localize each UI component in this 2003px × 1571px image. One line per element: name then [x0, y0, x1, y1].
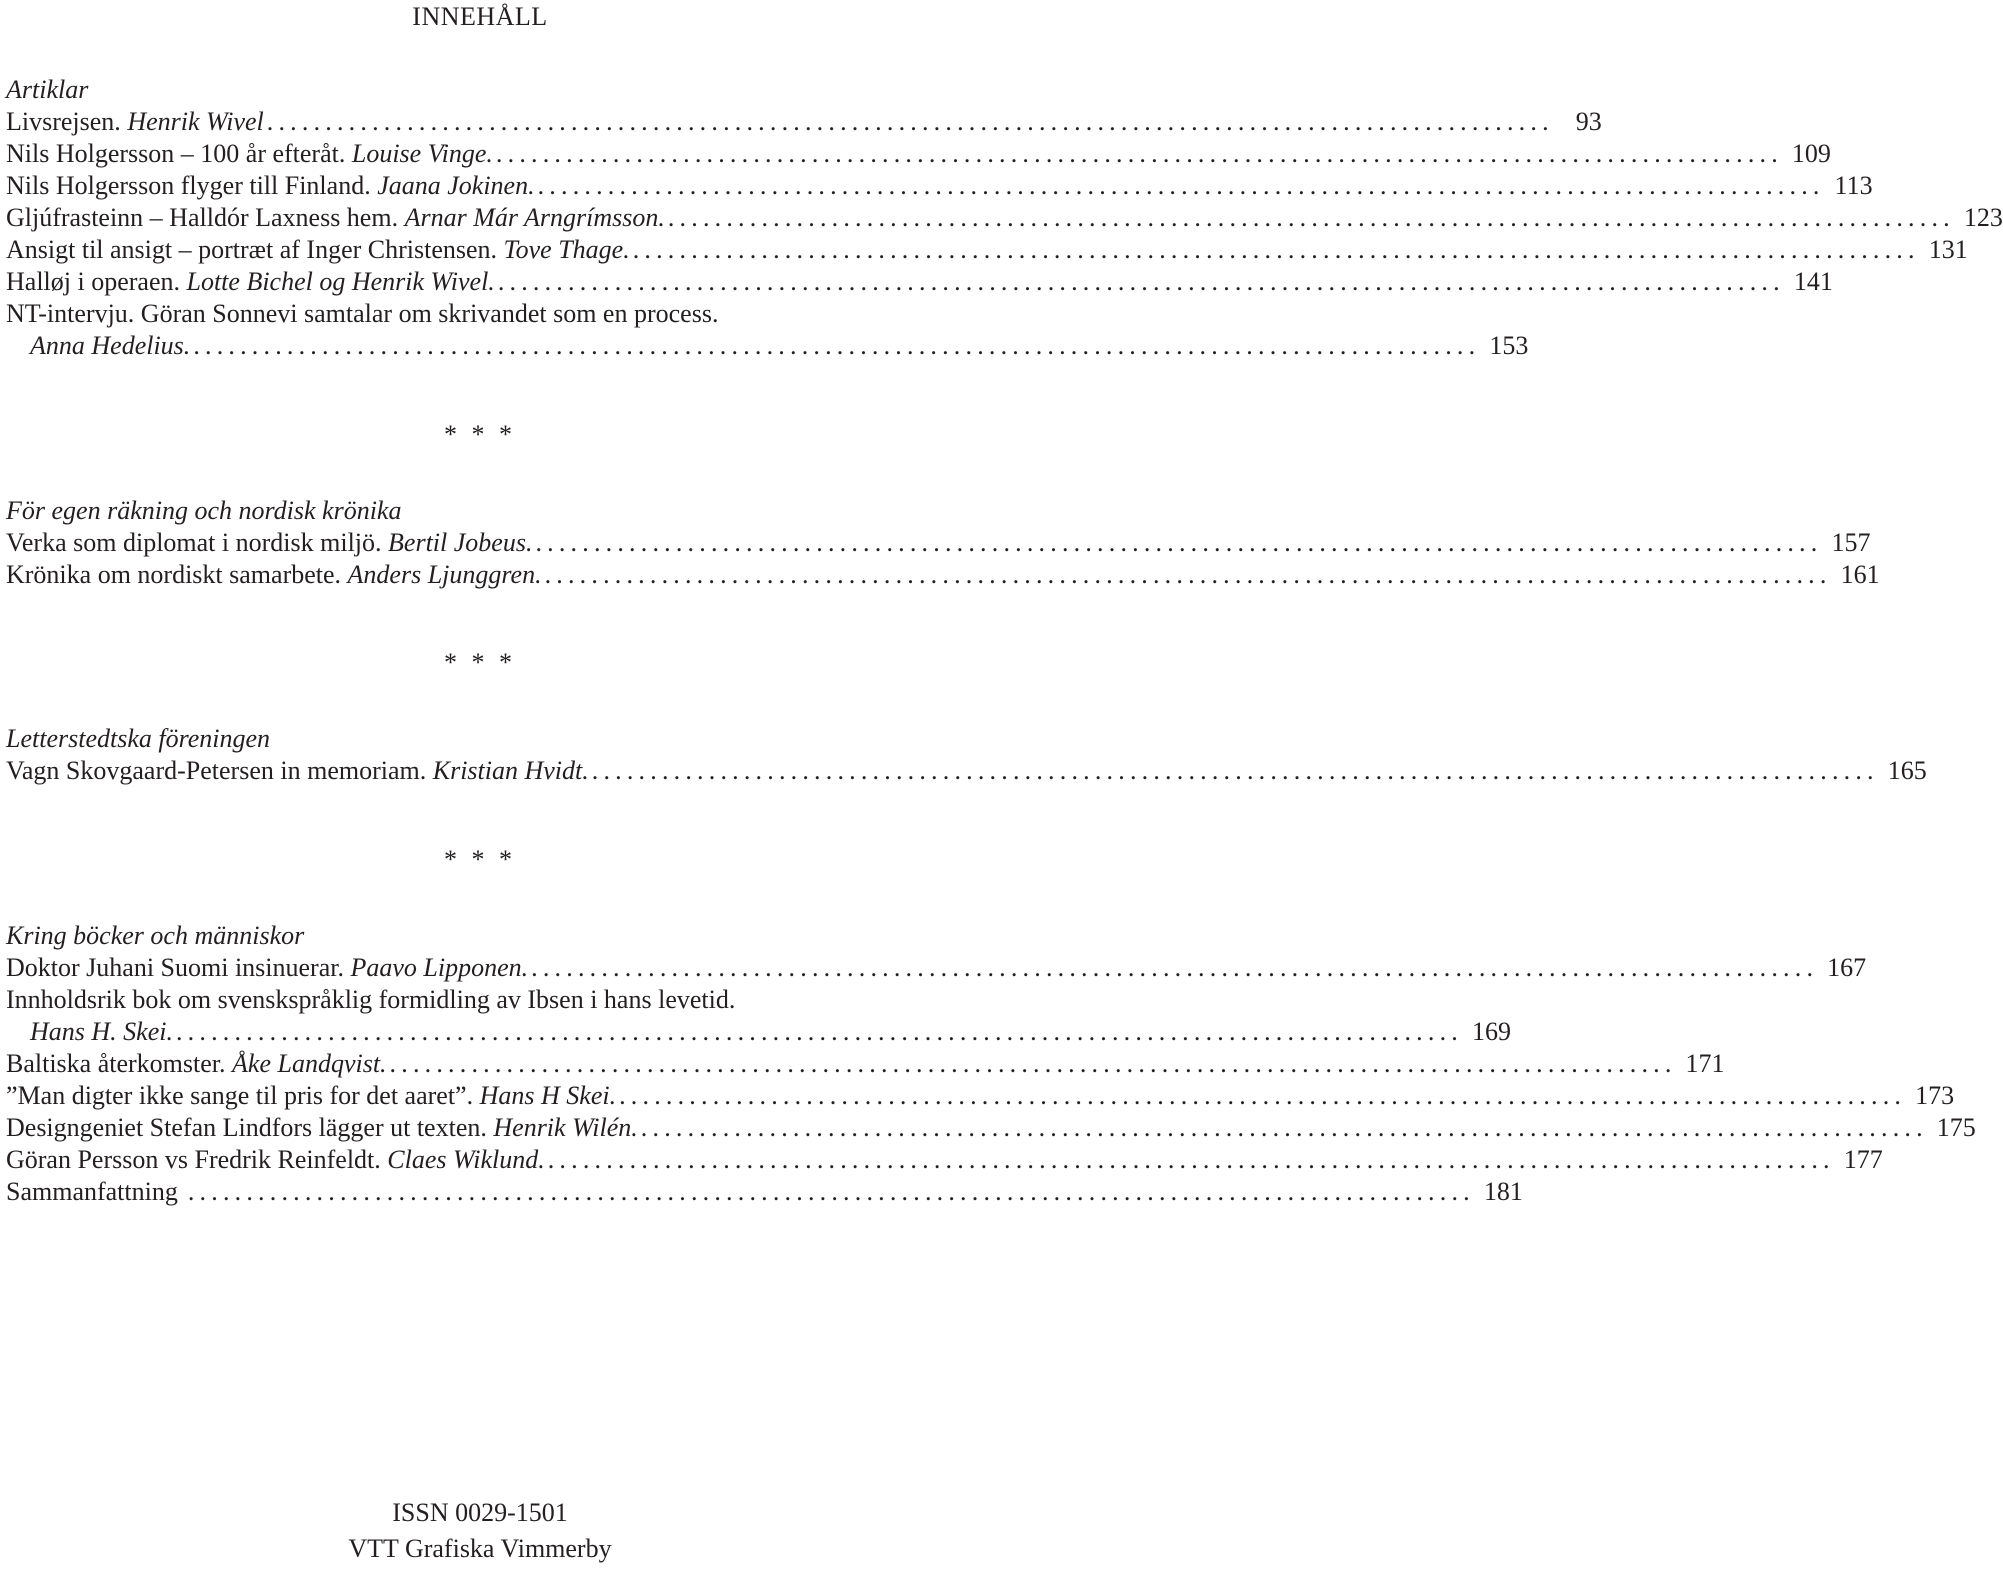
dot-leader: ..............................................................................................................	[193, 331, 1481, 360]
entry-author: Louise Vinge.	[351, 139, 493, 168]
entry-author: Hans H Skei.	[479, 1081, 617, 1110]
entry-title: Nils Holgersson – 100 år efteråt. Louise Vinge.	[6, 139, 493, 168]
entry-author: Kristian Hvidt.	[432, 756, 589, 785]
toc-entry-continuation[interactable]	[6, 1016, 1511, 1048]
entry-author: Åke Landqvist.	[232, 1049, 387, 1078]
section-separator: * * *	[444, 845, 516, 874]
section-egen-rakning	[6, 495, 1880, 591]
toc-entry[interactable]	[6, 1048, 1725, 1080]
entry-author: Anna Hedelius.	[30, 331, 191, 360]
toc-entry[interactable]	[6, 138, 1831, 170]
section-heading: För egen räkning och nordisk krönika	[6, 496, 402, 525]
dot-leader: ..............................................................................................................	[389, 1049, 1677, 1078]
dot-leader: ..............................................................................................................	[667, 203, 1955, 232]
footer	[0, 1497, 960, 1565]
dot-leader: ..............................................................................................................	[640, 1113, 1928, 1142]
entry-title: Livsrejsen. Henrik Wivel	[6, 107, 264, 136]
entry-author: Jaana Jokinen.	[377, 171, 535, 200]
entry-title: Nils Holgersson flyger till Finland. Jaana Jokinen.	[6, 171, 535, 200]
toc-entry[interactable]	[6, 266, 1833, 298]
entry-page-number: 165	[1887, 756, 1927, 785]
entry-page-number: 113	[1834, 171, 1873, 200]
entry-page-number: 175	[1936, 1113, 1976, 1142]
toc-entry[interactable]	[6, 527, 1871, 559]
toc-entry[interactable]	[6, 1080, 1955, 1112]
entry-title: ”Man digter ikke sange til pris for det aaret”. Hans H Skei.	[6, 1081, 617, 1110]
entry-author: Henrik Wilén.	[493, 1113, 638, 1142]
toc-entry[interactable]	[6, 234, 1968, 266]
section-letterstedtska	[6, 723, 1927, 787]
entry-title: Halløj i operaen. Lotte Bichel og Henrik Wivel.	[6, 267, 495, 296]
entry-title: Sammanfattning	[6, 1177, 178, 1206]
section-heading: Kring böcker och människor	[6, 921, 305, 950]
entry-author: Arnar Már Arngrímsson.	[404, 203, 665, 232]
issn-text: ISSN 0029-1501	[392, 1498, 568, 1527]
entry-author: Paavo Lipponen.	[350, 953, 529, 982]
toc-entry[interactable]	[6, 559, 1880, 591]
section-heading: Artiklar	[6, 75, 89, 104]
entry-page-number: 181	[1483, 1177, 1523, 1206]
entry-page-number: 169	[1471, 1017, 1511, 1046]
entry-page-number: 177	[1843, 1145, 1883, 1174]
entry-title: Ansigt til ansigt – portræt af Inger Christensen. Tove Thage.	[6, 235, 630, 264]
toc-entry[interactable]	[6, 1112, 1976, 1144]
entry-page-number: 157	[1831, 528, 1871, 557]
dot-leader: ..............................................................................................................	[535, 528, 1823, 557]
toc-entry[interactable]	[6, 202, 2003, 234]
toc-entry-title-line[interactable]	[6, 298, 956, 330]
dot-leader: ..............................................................................................................	[175, 1017, 1463, 1046]
entry-page-number: 131	[1928, 235, 1968, 264]
page-title: INNEHÅLL	[412, 2, 548, 31]
dot-leader: ..............................................................................................................	[187, 1177, 1475, 1206]
entry-author: Claes Wiklund.	[387, 1145, 545, 1174]
entry-title: Vagn Skovgaard-Petersen in memoriam. Kristian Hvidt.	[6, 756, 589, 785]
printer-text: VTT Grafiska Vimmerby	[348, 1534, 612, 1563]
entry-author: Lotte Bichel og Henrik Wivel.	[186, 267, 495, 296]
toc-entry[interactable]	[6, 106, 1602, 138]
dot-leader: ..............................................................................................................	[591, 756, 1879, 785]
entry-page-number: 93	[1575, 107, 1602, 136]
entry-author: Bertil Jobeus.	[388, 528, 533, 557]
toc-entry[interactable]	[6, 1176, 1523, 1208]
section-artiklar	[6, 74, 2003, 362]
entry-page-number: 109	[1791, 139, 1831, 168]
dot-leader: ..............................................................................................................	[531, 953, 1819, 982]
dot-leader: ..............................................................................................................	[497, 267, 1785, 296]
dot-leader: ..............................................................................................................	[537, 171, 1825, 200]
toc-entry-title-line[interactable]	[6, 984, 956, 1016]
entry-title: Doktor Juhani Suomi insinuerar. Paavo Lipponen.	[6, 953, 529, 982]
toc-entry[interactable]	[6, 1144, 1883, 1176]
entry-author: Tove Thage.	[503, 235, 630, 264]
dot-leader: ..............................................................................................................	[632, 235, 1920, 264]
section-heading: Letterstedtska föreningen	[6, 724, 271, 753]
entry-page-number: 171	[1685, 1049, 1725, 1078]
entry-page-number: 141	[1793, 267, 1833, 296]
entry-title: Gljúfrasteinn – Halldór Laxness hem. Arnar Már Arngrímsson.	[6, 203, 665, 232]
section-separator: * * *	[444, 420, 516, 449]
entry-page-number: 161	[1840, 560, 1880, 589]
toc-entry[interactable]	[6, 755, 1927, 787]
entry-title: Verka som diplomat i nordisk miljö. Bertil Jobeus.	[6, 528, 533, 557]
dot-leader: ..............................................................................................................	[547, 1145, 1835, 1174]
entry-title: Innholdsrik bok om svenskspråklig formidling av Ibsen i hans levetid.	[6, 985, 736, 1014]
dot-leader: ..............................................................................................................	[495, 139, 1783, 168]
entry-page-number: 123	[1963, 203, 2003, 232]
entry-title: Krönika om nordiskt samarbete. Anders Ljunggren.	[6, 560, 542, 589]
dot-leader: ..............................................................................................................	[619, 1081, 1907, 1110]
toc-entry[interactable]	[6, 170, 1873, 202]
section-separator: * * *	[444, 648, 516, 677]
entry-author: Henrik Wivel	[127, 107, 264, 136]
entry-page-number: 173	[1915, 1081, 1955, 1110]
section-kring-bocker	[6, 920, 1976, 1208]
entry-page-number: 153	[1489, 331, 1529, 360]
entry-title: Designgeniet Stefan Lindfors lägger ut texten. Henrik Wilén.	[6, 1113, 638, 1142]
dot-leader: ..............................................................................................................	[544, 560, 1832, 589]
toc-entry[interactable]	[6, 952, 1867, 984]
entry-page-number: 167	[1827, 953, 1867, 982]
entry-author: Anders Ljunggren.	[347, 560, 542, 589]
entry-title: NT-intervju. Göran Sonnevi samtalar om skrivandet som en process.	[6, 299, 719, 328]
entry-title: Göran Persson vs Fredrik Reinfeldt. Claes Wiklund.	[6, 1145, 545, 1174]
entry-title: Baltiska återkomster. Åke Landqvist.	[6, 1049, 387, 1078]
toc-entry-continuation[interactable]	[6, 330, 1529, 362]
dot-leader: ..............................................................................................................	[266, 107, 1554, 136]
entry-author: Hans H. Skei.	[30, 1017, 173, 1046]
